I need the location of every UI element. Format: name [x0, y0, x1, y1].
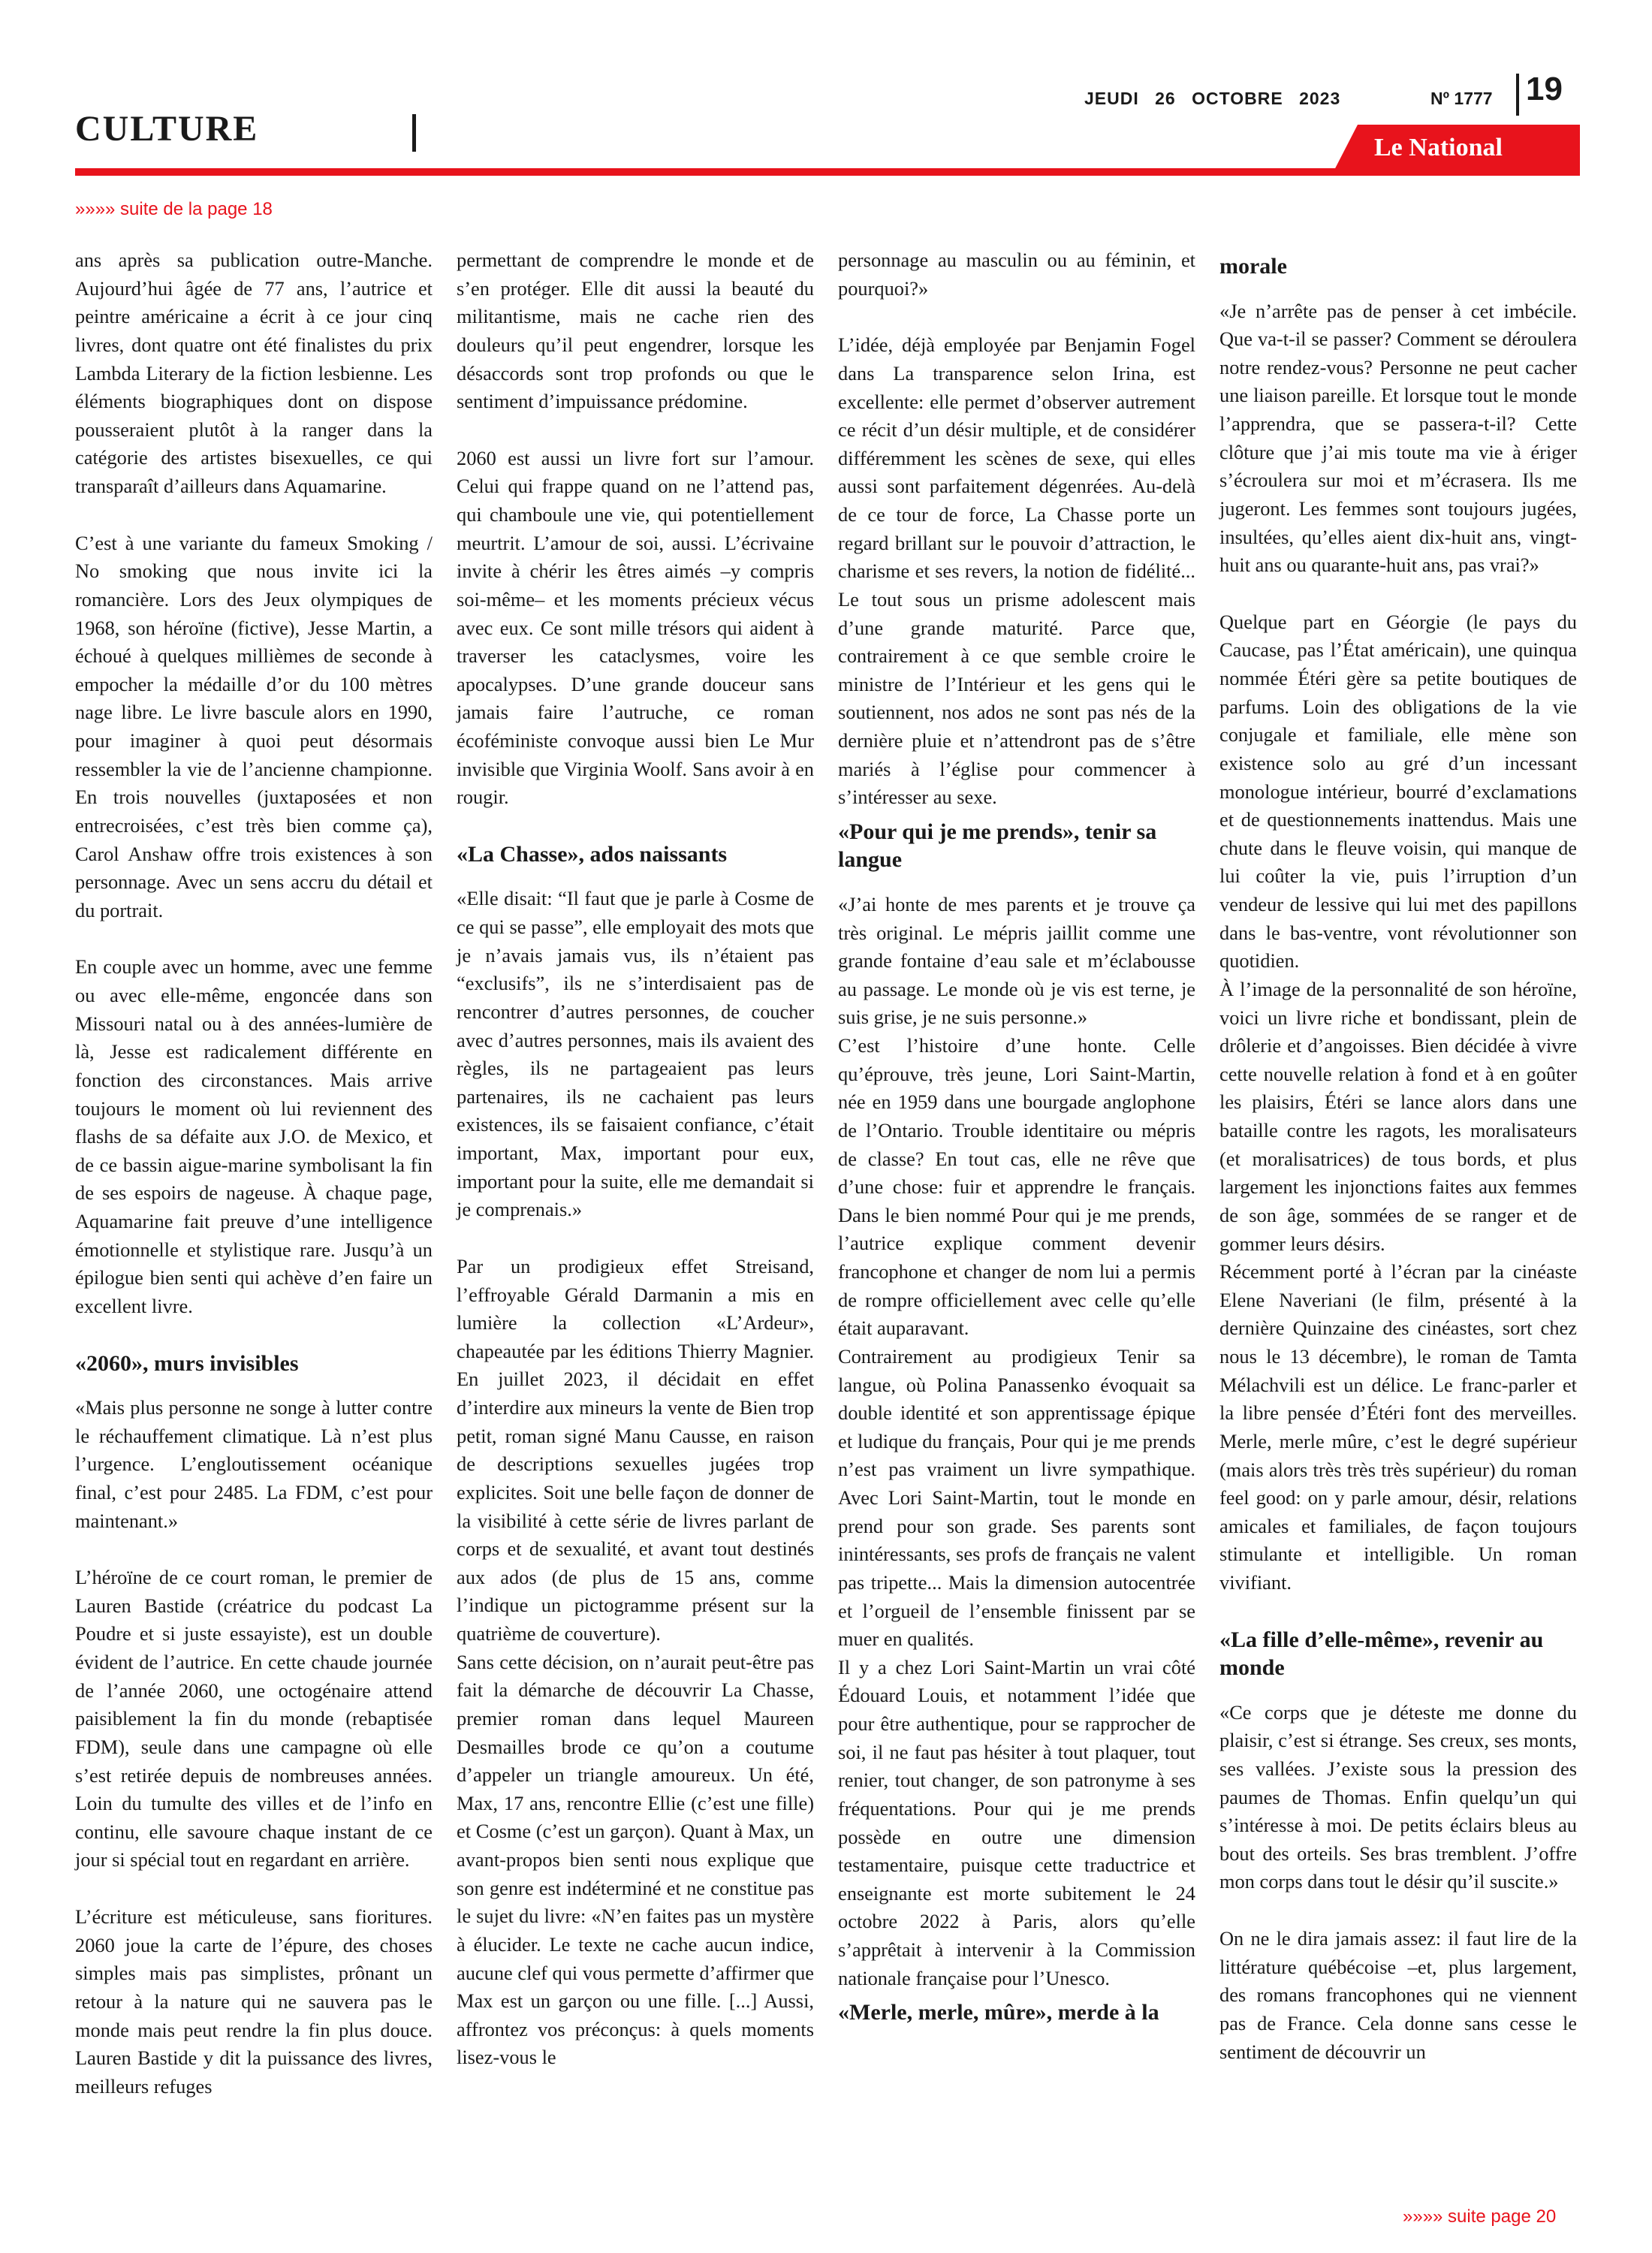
continued-from-link[interactable]: »»»» suite de la page 18 — [75, 199, 273, 219]
review-heading: «La fille d’elle-même», revenir au monde — [1219, 1627, 1544, 1681]
paragraph: C’est à une variante du fameux Smoking / No smoking que nous invite ici la romancière. Lors des Jeux olympiques de 1968, son héroïne (fictive), Jesse Martin, a échoué à quelques millièmes de seconde à empocher la médaille d’or du 100 mètres nage libre. Le livre bascule alors en 1990, pour imaginer à quoi peut désormais ressembler la vie de l’ancienne championne. En trois nouvelles (juxtaposées et non entrecroisées, c’est très bien comme ça), Carol Anshaw offre trois existences à son personnage. Avec un sens accru du détail et du portrait. — [75, 531, 433, 921]
review-heading: «La Chasse», ados naissants — [457, 841, 728, 867]
review-heading: «Pour qui je me prends», tenir sa langue — [838, 819, 1157, 873]
article-column-1 — [75, 246, 433, 2129]
page-number: 19 — [1526, 71, 1563, 107]
paragraph: L’écriture est méticuleuse, sans fioritures. 2060 joue la carte de l’épure, des choses simples mais pas simplistes, prônant un retour à la nature qui ne sauvera pas le monde mais peut rendre la fin plus douce. Lauren Bastide y dit la puissance des livres, meilleurs refuges — [75, 1905, 433, 2098]
paragraph: Sans cette décision, on n’aurait peut-être pas fait la démarche de découvrir La Chasse, premier roman dans lequel Maureen Desmailles brode ce qu’on a coutume d’appeler un triangle amoureux. Un été, Max, 17 ans, rencontre Ellie (c’est une fille) et Cosme (c’est un garçon). Quant à Max, un avant-propos bien senti nous explique que son genre est indéterminé et ne constitue pas le sujet du livre: «N’en faites pas un mystère à élucider. Le texte ne cache aucun indice, aucune clef qui vous permette d’affirmer que Max est un garçon ou une fille. [...] Aussi, affrontez vos préconçus: à quels moments lisez-vous le — [457, 1650, 814, 2069]
paragraph: C’est l’histoire d’une honte. Celle qu’éprouve, très jeune, Lori Saint-Martin, née en 1959 dans une bourgade anglophone de l’Ontario. Trouble identitaire ou mépris de classe? En tout cas, elle ne rêve que d’une chose: fuir et apprendre le français. Dans le bien nommé Pour qui je me prends, l’autrice explique comment devenir francophone et changer de nom lui a permis de rompre officiellement avec celle qu’elle était auparavant. — [838, 1034, 1195, 1340]
paragraph: Quelque part en Géorgie (le pays du Caucase, pas l’État américain), une quinqua nommée Étéri gère sa petite boutiques de parfums. Loin des obligations de la vie conjugale et familiale, elle mène son existence solo au gré d’un incessant monologue intérieur, bourré d’exclamations et de questionnements inattendus. Mais une chute dans le fleuve voisin, qui manque de lui coûter la vie, puis l’irruption d’un vendeur de lessive qui lui met des papillons dans le bas-ventre, vont révolutionner son quotidien. — [1219, 610, 1577, 973]
article-column-3 — [838, 246, 1195, 2043]
paragraph: Contrairement au prodigieux Tenir sa langue, où Polina Panassenko évoquait sa double identité et son apprentissage épique et ludique du français, Pour qui je me prends n’est pas vraiment un livre sympathique. Avec Lori Saint-Martin, tout le monde en prend pour son grade. Ses parents sont inintéressants, ses profs de français ne valent pas tripette... Mais la dimension autocentrée et l’orgueil de l’ensemble finissent par se muer en qualités. — [838, 1344, 1195, 1651]
paragraph: «Je n’arrête pas de penser à cet imbécile. Que va-t-il se passer? Comment se déroulera notre rendez-vous? Personne ne peut cacher une liaison pareille. Et lorsque tout le monde l’apprendra, que se passera-t-il? Cette clôture que j’ai mis toute ma vie à ériger s’écroulera sur moi et m’écrasera. Ils me jugeront. Les femmes sont toujours jugées, insultées, qu’elles aient dix-huit ans, vingt-huit ans ou quarante-huit ans, pas vrai?» — [1219, 299, 1577, 577]
page-number-divider — [1516, 74, 1519, 116]
paragraph: «Ce corps que je déteste me donne du plaisir, c’est si étrange. Ses creux, ses monts, ses vallées. J’existe sous la pression des paumes de Thomas. Enfin quelqu’un qui s’intéresse à moi. De petits éclairs bleus au bout des orteils. Ses bras tremblent. J’offre mon corps dans tout le désir qu’il suscite.» — [1219, 1700, 1577, 1893]
review-heading: «Merle, merle, mûre», merde à la — [838, 2000, 1159, 2025]
paragraph: L’idée, déjà employée par Benjamin Fogel dans La transparence selon Irina, est excellente: elle permet d’observer autrement ce récit d’un désir multiple, et de considérer différemment les scènes de sexe, qui elles aussi sont parfaitement dégenrées. Au-delà de ce tour de force, La Chasse porte un regard brillant sur le pouvoir d’attraction, le charisme et ses revers, la notion de fidélité... Le tout sous un prisme adolescent mais d’une grande maturité. Parce que, contrairement à ce que semble croire le ministre de l’Intérieur et les gens qui le soutiennent, nos ados ne sont pas nés de la dernière pluie et n’attendront pas de s’être mariés à l’église pour commencer à s’intéresser au sexe. — [838, 333, 1195, 809]
paragraph: Récemment porté à l’écran par la cinéaste Elene Naveriani (le film, présenté à la dernière Quinzaine des cinéastes, sort chez nous le 13 décembre), le roman de Tamta Mélachvili est un délice. Le franc-parler et la libre pensée d’Étéri font des merveilles. Merle, merle mûre, c’est le degré supérieur (mais alors très très très supérieur) du roman feel good: on y parle amour, désir, relations amicales et familiales, de façon toujours stimulante et intelligible. Un roman vivifiant. — [1219, 1260, 1577, 1594]
continued-to-link[interactable]: »»»» suite page 20 — [1403, 2206, 1557, 2227]
review-heading: morale — [1219, 254, 1287, 279]
article-column-4 — [1219, 246, 1577, 2095]
paragraph: En couple avec un homme, avec une femme ou avec elle-même, engoncée dans son Missouri natal ou à des années-lumière de là, Jesse est radicalement différente en fonction des circonstances. Mais arrive toujours le moment où lui reviennent des flashs de sa défaite aux J.O. de Mexico, et de ce bassin aigue-marine symbolisant la fin de ses espoirs de nageuse. À chaque page, Aquamarine fait preuve d’une intelligence émotionnelle et stylistique rare. Jusqu’à un épilogue bien senti qui achève d’en faire un excellent livre. — [75, 955, 433, 1317]
paragraph: Il y a chez Lori Saint-Martin un vrai côté Édouard Louis, et notamment l’idée que pour être authentique, pour se rapprocher de soi, il ne faut pas hésiter à tout plaquer, tout renier, tout changer, de son patronyme à ses fréquentations. Pour qui je me prends possède en outre une dimension testamentaire, puisque cette traductrice et enseignante est morte subitement le 24 octobre 2022 à Paris, alors qu’elle s’apprêtait à intervenir à la Commission nationale française pour l’Unesco. — [838, 1655, 1195, 1989]
paragraph: On ne le dira jamais assez: il faut lire de la littérature québécoise –et, plus largement, des romans francophones qui ne viennent pas de France. Cela donne sans cesse le sentiment de découvrir un — [1219, 1927, 1577, 2063]
paragraph: L’héroïne de ce court roman, le premier de Lauren Bastide (créatrice du podcast La Poudre et si juste essayiste), est un double évident de l’autrice. En cette chaude journée de l’année 2060, une octogénaire attend paisiblement la fin du monde (rebaptisée FDM), seule dans une campagne où elle s’est retirée depuis de nombreuses années. Loin du tumulte des villes et de l’info en continu, elle savoure chaque instant de ce jour si spécial tout en regardant en arrière. — [75, 1566, 433, 1871]
article-column-2 — [457, 246, 814, 2101]
paragraph: «J’ai honte de mes parents et je trouve ça très original. Le mépris jaillit comme une grande fontaine d’eau sale et m’éclabousse au passage. Le monde où je vis est terne, je suis grise, je ne suis personne.» — [838, 892, 1195, 1029]
issue-date: JEUDI 26 OCTOBRE 2023 — [1084, 89, 1341, 108]
header-rule — [75, 168, 1580, 176]
paragraph: personnage au masculin ou au féminin, et pourquoi?» — [838, 249, 1195, 300]
paragraph: «Elle disait: “Il faut que je parle à Cosme de ce qui se passe”, elle employait des mots que je n’avais jamais vus, ils n’étaient pas “exclusifs”, ils ne s’interdisaient pas de rencontrer d’autres personnes, de coucher avec d’autres personnes, mais ils avaient des règles, ils ne partageaient pas leurs partenaires, ils ne cachaient pas leurs existences, ils se faisaient confiance, c’était important, Max, important pour eux, important pour la suite, elle me demandait si je comprenais.» — [457, 887, 814, 1221]
paragraph: ans après sa publication outre-Manche. Aujourd’hui âgée de 77 ans, l’autrice et peintre américaine a écrit à ce jour cinq livres, dont quatre ont été finalistes du prix Lambda Literary de la fiction lesbienne. Les éléments biographiques dont on dispose pousseraient plutôt à la ranger dans la catégorie des artistes bisexuelles, ce qui transparaît d’ailleurs dans Aquamarine. — [75, 249, 433, 497]
review-heading: «2060», murs invisibles — [75, 1350, 299, 1376]
paragraph: Par un prodigieux effet Streisand, l’effroyable Gérald Darmanin a mis en lumière la collection «L’Ardeur», chapeautée par les éditions Thierry Magnier. En juillet 2023, il décidait en effet d’interdire aux mineurs la vente de Bien trop petit, roman signé Manu Causse, en raison de descriptions sexuelles jugées trop explicites. Soit une belle façon de donner de la visibilité à cette série de livres parlant de corps et de sexualité, et avant tout destinés aux ados (de plus de 15 ans, comme l’indique un pictogramme présent sur la quatrième de couverture). — [457, 1254, 814, 1645]
newspaper-name: Le National — [1374, 134, 1503, 161]
paragraph: «Mais plus personne ne songe à lutter contre le réchauffement climatique. Là n’est plus l’urgence. L’engloutissement océanique final, c’est pour 2485. La FDM, c’est pour maintenant.» — [75, 1396, 433, 1532]
paragraph: À l’image de la personnalité de son héroïne, voici un livre riche et bondissant, plein de drôlerie et d’angoisses. Bien décidée à vivre cette nouvelle relation à fond et à en goûter les plaisirs, Étéri se lance alors dans une bataille contre les ragots, les moralisateurs (et moralisatrices) de tous bords, et plus largement les injonctions faites aux femmes de son âge, sommées de se ranger et de gommer leurs désirs. — [1219, 977, 1577, 1255]
paragraph: permettant de comprendre le monde et de s’en protéger. Elle dit aussi la beauté du militantisme, mais ne cache rien des douleurs qu’il peut engendrer, lorsque les désaccords sont trop profonds ou que le sentiment d’impuissance prédomine. — [457, 249, 814, 413]
section-divider — [412, 114, 416, 152]
paragraph: 2060 est aussi un livre fort sur l’amour. Celui qui frappe quand on ne l’attend pas, qui chamboule une vie, qui potentiellement meurtrit. L’amour de soi, aussi. L’écrivaine invite à chérir les êtres aimés –y compris soi-même– et les moments précieux vécus avec eux. Ce sont mille trésors qui aident à traverser les cataclysmes, voire les apocalypses. D’une grande douceur sans jamais faire l’autruche, ce roman écoféministe convoque aussi bien Le Mur invisible que Virginia Woolf. Sans avoir à en rougir. — [457, 446, 814, 809]
issue-number: Nº 1777 — [1430, 89, 1493, 108]
section-title: CULTURE — [75, 109, 259, 149]
